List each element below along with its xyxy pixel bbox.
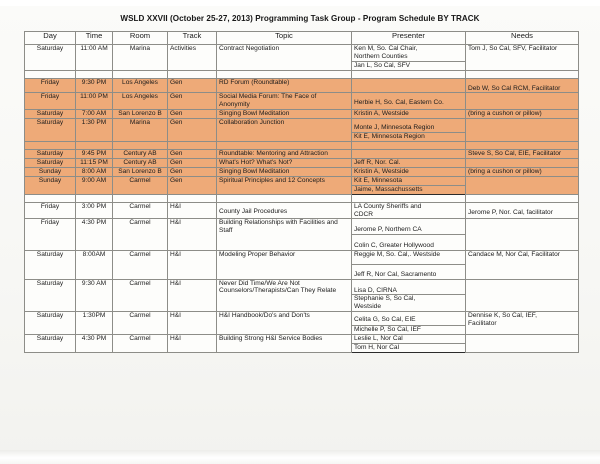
cell-topic: [217, 202, 352, 219]
presenter-line: Ken M, So. Cal Chair,: [354, 45, 418, 52]
cell-needs: [466, 118, 579, 141]
cell-time: 9:30 AM: [76, 279, 113, 311]
cell-track: Gen: [168, 176, 217, 194]
spacer-cell: [76, 70, 113, 78]
cell-time: 11:15 PM: [76, 158, 113, 167]
cell-track: Gen: [168, 167, 217, 176]
cell-room: Carmel: [113, 334, 168, 352]
table-row: [25, 78, 579, 93]
table-row: [25, 167, 579, 176]
cell-time: 4:30 PM: [76, 334, 113, 352]
presenter-line: Herbie H, So. Cal, Eastern Co.: [354, 99, 444, 107]
spacer-cell: [168, 70, 217, 78]
column-header-track: Track: [168, 32, 217, 45]
cell-presenter: Jan L, So Cal, SFV: [352, 61, 466, 70]
table-row: [25, 202, 579, 219]
topic-line: County Jail Procedures: [219, 207, 288, 215]
cell-needs: Tom J, So Cal, SFV, Facilitator: [466, 45, 579, 71]
table-row: [25, 334, 579, 343]
program-schedule-table: [24, 31, 579, 353]
cell-topic: Singing Bowl Meditation: [217, 167, 352, 176]
table-row: [25, 176, 579, 185]
spacer-cell: [168, 194, 217, 202]
cell-track: H&I: [168, 250, 217, 279]
cell-room: San Lorenzo B: [113, 167, 168, 176]
presenter-line: Celita G, So Cal, EIE: [354, 315, 416, 323]
cell-track: Gen: [168, 118, 217, 141]
cell-day: Friday: [25, 219, 76, 251]
cell-topic: Contract Negotiation: [217, 45, 352, 71]
cell-room: Carmel: [113, 311, 168, 334]
cell-room: San Lorenzo B: [113, 109, 168, 118]
cell-presenter: [352, 279, 466, 295]
cell-day: Saturday: [25, 311, 76, 334]
cell-room: Century AB: [113, 149, 168, 158]
spacer-cell: [76, 141, 113, 149]
cell-topic: Building Strong H&I Service Bodies: [217, 334, 352, 352]
cell-presenter: [352, 149, 466, 158]
cell-day: Saturday: [25, 149, 76, 158]
cell-day: Friday: [25, 202, 76, 219]
cell-topic: Spiritual Principles and 12 Concepts: [217, 176, 352, 194]
cell-presenter: [352, 295, 466, 312]
table-row: [25, 109, 579, 118]
spacer-cell: [25, 70, 76, 78]
cell-needs: Steve S, So Cal, EIE, Facilitator: [466, 149, 579, 158]
table-row: [25, 93, 579, 110]
table-row: [25, 250, 579, 264]
cell-day: Friday: [25, 93, 76, 110]
cell-time: 11:00 AM: [76, 45, 113, 71]
needs-line: Jerome P, Nor. Cal, facilitator: [468, 208, 553, 216]
needs-line: Deb W, So Cal RCM, Facilitator: [468, 84, 561, 92]
page-bottom-edge: [0, 450, 600, 464]
cell-time: 9:30 PM: [76, 78, 113, 93]
section-spacer-row: [25, 70, 579, 78]
cell-room: Carmel: [113, 202, 168, 219]
cell-room: Marina: [113, 118, 168, 141]
cell-room: Marina: [113, 45, 168, 71]
cell-track: Gen: [168, 158, 217, 167]
cell-needs: (bring a cushon or pillow): [466, 109, 579, 118]
cell-track: H&I: [168, 219, 217, 251]
cell-track: H&I: [168, 279, 217, 311]
cell-topic: Singing Bowl Meditation: [217, 109, 352, 118]
section-spacer-row: [25, 194, 579, 202]
column-header-room: Room: [113, 32, 168, 45]
cell-track: Gen: [168, 93, 217, 110]
cell-needs: [466, 78, 579, 93]
cell-topic: Collaboration Junction: [217, 118, 352, 141]
spacer-cell: [217, 141, 352, 149]
topic-line: Social Media Forum: The Face of: [219, 93, 317, 101]
cell-time: 1:30 PM: [76, 118, 113, 141]
cell-room: Carmel: [113, 250, 168, 279]
cell-topic: What's Hot? What's Not?: [217, 158, 352, 167]
table-row: [25, 45, 579, 62]
cell-day: Saturday: [25, 45, 76, 71]
cell-presenter: [352, 78, 466, 93]
presenter-line: LA County Sheriffs and: [354, 202, 422, 210]
topic-line: Staff: [219, 227, 233, 235]
cell-presenter: Michelle P, So Cal, IEF: [352, 325, 466, 334]
cell-topic: H&I Handbook/Do's and Don'ts: [217, 311, 352, 334]
cell-time: 9:45 PM: [76, 149, 113, 158]
cell-topic: [217, 279, 352, 311]
column-header-topic: Topic: [217, 32, 352, 45]
cell-day: Saturday: [25, 250, 76, 279]
cell-day: Saturday: [25, 158, 76, 167]
needs-line: Facilitator: [468, 319, 497, 327]
cell-topic: Roundtable: Mentoring and Attraction: [217, 149, 352, 158]
cell-topic: [217, 219, 352, 251]
cell-needs: [466, 176, 579, 194]
section-spacer-row: [25, 141, 579, 149]
topic-line: Building Relationships with Facilities and: [219, 219, 338, 227]
topic-line: Anonymity: [219, 101, 250, 109]
table-row: [25, 311, 579, 325]
presenter-line: Jerome P, Northern CA: [354, 226, 422, 234]
cell-presenter: Jaime, Massachussetts: [352, 185, 466, 194]
cell-presenter: [352, 219, 466, 235]
presenter-line: Northern Counties: [354, 52, 408, 60]
spacer-cell: [352, 194, 466, 202]
cell-room: Los Angeles: [113, 78, 168, 93]
spacer-cell: [466, 70, 579, 78]
spacer-cell: [466, 141, 579, 149]
cell-needs: [466, 158, 579, 167]
cell-day: Saturday: [25, 279, 76, 311]
cell-time: 8:00AM: [76, 250, 113, 279]
presenter-line: CDCR: [354, 210, 374, 218]
column-header-time: Time: [76, 32, 113, 45]
presenter-line: Jeff R, Nor Cal, Sacramento: [354, 270, 437, 278]
cell-needs: [466, 93, 579, 110]
spacer-cell: [168, 141, 217, 149]
page-title: WSLD XXVII (October 25-27, 2013) Programming Task Group - Program Schedule BY TRACK: [120, 14, 480, 23]
cell-day: Saturday: [25, 118, 76, 141]
cell-day: Saturday: [25, 109, 76, 118]
column-header-presenter: Presenter: [352, 32, 466, 45]
topic-line: Never Did Time/We Are Not: [219, 279, 300, 287]
spacer-cell: [113, 70, 168, 78]
spacer-cell: [217, 194, 352, 202]
cell-needs: [466, 279, 579, 311]
presenter-line: Colin C, Greater Hollywood: [354, 242, 434, 250]
cell-track: Gen: [168, 149, 217, 158]
spacer-cell: [352, 141, 466, 149]
table-row: [25, 279, 579, 295]
cell-time: 1:30PM: [76, 311, 113, 334]
cell-presenter: Jeff R, Nor. Cal.: [352, 158, 466, 167]
spacer-cell: [25, 194, 76, 202]
cell-presenter: [352, 202, 466, 219]
cell-track: Gen: [168, 78, 217, 93]
cell-topic: Modeling Proper Behavior: [217, 250, 352, 279]
cell-room: Carmel: [113, 279, 168, 311]
spacer-cell: [466, 194, 579, 202]
presenter-line: Lisa D, CIRNA: [354, 286, 397, 294]
cell-presenter: Kit E, Minnesota: [352, 176, 466, 185]
cell-day: Saturday: [25, 334, 76, 352]
presenter-line: Westside: [354, 303, 381, 311]
cell-presenter: [352, 45, 466, 62]
needs-line: Dennise K, So Cal, IEF,: [468, 311, 537, 319]
cell-presenter: Leslie L, Nor Cal: [352, 334, 466, 343]
spacer-cell: [113, 141, 168, 149]
cell-presenter: Kristin A, Westside: [352, 167, 466, 176]
cell-presenter: [352, 93, 466, 110]
page-top-edge: [0, 0, 600, 6]
table-row: [25, 219, 579, 235]
cell-presenter: [352, 235, 466, 251]
cell-presenter: [352, 118, 466, 132]
cell-presenter: Kit E, Minnesota Region: [352, 132, 466, 141]
header-row: [25, 32, 579, 45]
cell-time: 9:00 AM: [76, 176, 113, 194]
spacer-cell: [76, 194, 113, 202]
cell-room: Carmel: [113, 219, 168, 251]
cell-track: H&I: [168, 202, 217, 219]
cell-presenter: [352, 311, 466, 325]
cell-track: Activities: [168, 45, 217, 71]
cell-presenter: Tom H, Nor Cal: [352, 343, 466, 352]
cell-needs: (bring a cushon or pillow): [466, 167, 579, 176]
cell-track: H&I: [168, 334, 217, 352]
spacer-cell: [352, 70, 466, 78]
presenter-line: Stephanie S, So Cal,: [354, 295, 416, 303]
cell-room: Los Angeles: [113, 93, 168, 110]
presenter-line: Monte J, Minnesota Region: [354, 123, 435, 131]
spacer-cell: [25, 141, 76, 149]
cell-track: H&I: [168, 311, 217, 334]
spacer-cell: [217, 70, 352, 78]
cell-presenter: [352, 264, 466, 279]
cell-time: 3:00 PM: [76, 202, 113, 219]
cell-needs: [466, 311, 579, 334]
cell-room: Century AB: [113, 158, 168, 167]
cell-topic: RD Forum (Roundtable): [217, 78, 352, 93]
cell-topic: [217, 93, 352, 110]
column-header-day: Day: [25, 32, 76, 45]
spacer-cell: [113, 194, 168, 202]
cell-time: 4:30 PM: [76, 219, 113, 251]
cell-presenter: Reggie M, So. Cal,. Westside: [352, 250, 466, 264]
cell-time: 8:00 AM: [76, 167, 113, 176]
cell-day: Sunday: [25, 167, 76, 176]
cell-time: 11:00 PM: [76, 93, 113, 110]
table-row: [25, 158, 579, 167]
cell-needs: [466, 334, 579, 352]
topic-line: Counselors/Therapists/Can They Relate: [219, 287, 337, 295]
table-header: [25, 32, 579, 45]
cell-room: Carmel: [113, 176, 168, 194]
cell-needs: [466, 202, 579, 219]
table-row: [25, 118, 579, 132]
cell-needs: [466, 219, 579, 251]
table-row: [25, 149, 579, 158]
cell-day: Friday: [25, 78, 76, 93]
cell-day: Sunday: [25, 176, 76, 194]
table-body: [25, 45, 579, 353]
cell-needs: Candace M, Nor Cal, Facilitator: [466, 250, 579, 279]
column-header-needs: Needs: [466, 32, 579, 45]
cell-time: 7:00 AM: [76, 109, 113, 118]
cell-presenter: Kristin A, Westside: [352, 109, 466, 118]
cell-track: Gen: [168, 109, 217, 118]
